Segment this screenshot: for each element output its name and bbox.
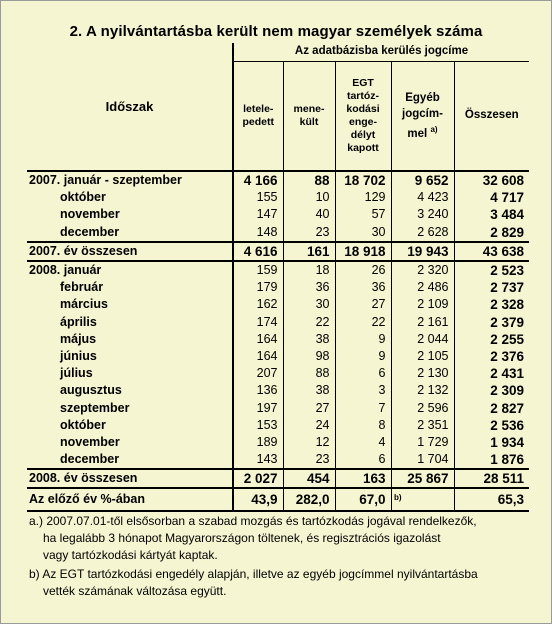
row-label: október (27, 417, 233, 434)
row-cell: 24 (283, 417, 335, 434)
row-cell: 155 (256, 190, 278, 205)
row-cell: 23 (283, 451, 335, 469)
row-cell: 67,0 (335, 488, 391, 511)
row-label: augusztus (27, 382, 233, 399)
row-cell: 197 (256, 400, 278, 415)
table-row (27, 331, 529, 348)
row-cell: 40 (283, 206, 335, 223)
data-table (27, 43, 529, 512)
row-cell: 454 (283, 469, 335, 488)
table-row (27, 261, 529, 279)
row-cell: 18 (283, 261, 335, 279)
col-refugee-header (283, 61, 335, 171)
row-label: december (27, 451, 233, 469)
row-cell: 23 (283, 224, 335, 242)
row-cell: 22 (283, 314, 335, 331)
row-label: február (27, 279, 233, 296)
row-cell: 163 (335, 469, 391, 488)
row-cell: 36 (335, 279, 391, 296)
row-cell: 12 (283, 434, 335, 451)
note-b-line1: b) Az EGT tartózkodási engedély alapján, illetve az egyéb jogcímmel nyilvántartásba (29, 567, 478, 581)
row-cell: 4 166 (243, 173, 278, 189)
table-row (27, 451, 529, 469)
table-row (27, 314, 529, 331)
row-cell: 4 717 (454, 189, 529, 206)
col-eea-line5: délyt (350, 128, 376, 141)
table-row (27, 382, 529, 399)
row-cell: 143 (256, 452, 278, 467)
row-cell: 3 (335, 382, 391, 399)
row-cell: 147 (256, 207, 278, 222)
col-other-header (391, 61, 454, 171)
row-cell: 8 (335, 417, 391, 434)
row-cell: 207 (256, 366, 278, 381)
row-cell: 2 379 (454, 314, 529, 331)
row-cell: 2 628 (391, 224, 454, 242)
row-cell: 57 (335, 206, 391, 223)
col-eea-line3: kodási (346, 102, 380, 115)
row-cell: 1 934 (454, 434, 529, 451)
row-cell: 30 (283, 296, 335, 313)
row-label: december (27, 224, 233, 242)
row-cell: 179 (256, 280, 278, 295)
table-row (27, 279, 529, 296)
table-row (27, 365, 529, 382)
row-cell: 36 (283, 279, 335, 296)
row-cell: 25 867 (391, 469, 454, 488)
row-cell: 18 702 (335, 171, 391, 189)
col-eea-line2: tartóz- (346, 89, 380, 102)
note-a-line2: ha legalább 3 hónapot Magyarországon töltenek, és regisztrációs igazolást (43, 531, 441, 545)
row-cell: 98 (283, 348, 335, 365)
row-label: november (27, 206, 233, 223)
table-row (27, 224, 529, 242)
row-cell: 164 (256, 348, 278, 363)
period-header: Időszak (27, 43, 233, 171)
table-row (27, 488, 529, 511)
row-cell: 2 255 (454, 331, 529, 348)
row-cell: 2 309 (454, 382, 529, 399)
col-refugee-line2: kült (299, 115, 319, 128)
col-settled-line1: letele- (243, 102, 274, 115)
row-cell: 7 (335, 399, 391, 416)
row-label: Az előző év %-ában (27, 488, 233, 511)
row-cell: 129 (335, 189, 391, 206)
table-row (27, 348, 529, 365)
table-row (27, 189, 529, 206)
note-a-line1: a.) 2007.07.01-től elsősorban a szabad mozgás és tartózkodás jogával rendelkezők, (29, 514, 477, 528)
row-cell: 22 (335, 314, 391, 331)
col-settled-header (233, 61, 283, 171)
row-cell: 43 638 (454, 242, 529, 261)
row-cell: 88 (283, 365, 335, 382)
row-cell: 28 511 (454, 469, 529, 488)
row-cell: 148 (256, 224, 278, 239)
row-cell: 26 (335, 261, 391, 279)
row-cell: 2 737 (454, 279, 529, 296)
note-b-mark: b) (393, 493, 402, 503)
col-other-line1: Egyéb (405, 91, 440, 104)
col-other-line2: jogcím- (402, 107, 443, 120)
row-cell: 164 (256, 331, 278, 346)
row-cell: 2 044 (391, 331, 454, 348)
note-b-line2: vették számának változása együtt. (43, 584, 227, 598)
row-cell: 4 616 (233, 242, 283, 261)
row-cell: 32 608 (454, 171, 529, 189)
row-cell: 2 523 (454, 261, 529, 279)
col-eea-line1: EGT (352, 76, 374, 89)
row-label: június (27, 348, 233, 365)
table-row (27, 296, 529, 313)
footnotes (29, 513, 549, 600)
row-cell: 2 536 (454, 417, 529, 434)
row-cell: 2 376 (454, 348, 529, 365)
row-cell: 1 704 (391, 451, 454, 469)
row-cell: 2 431 (454, 365, 529, 382)
row-cell: 9 652 (391, 171, 454, 189)
row-cell: 6 (335, 451, 391, 469)
row-cell: 27 (335, 296, 391, 313)
table-row (27, 399, 529, 416)
row-label: 2007. január - szeptember (27, 171, 233, 189)
row-cell: 2 486 (391, 279, 454, 296)
row-cell: 38 (283, 382, 335, 399)
row-cell: 65,3 (454, 488, 529, 511)
row-cell: 161 (283, 242, 335, 261)
row-cell: 4 (335, 434, 391, 451)
row-cell: 6 (335, 365, 391, 382)
row-label: március (27, 296, 233, 313)
row-cell: 2 328 (454, 296, 529, 313)
row-label: 2008. év összesen (27, 469, 233, 488)
row-cell: 189 (256, 434, 278, 449)
row-cell: 2 320 (391, 261, 454, 279)
row-label: 2008. január (27, 261, 233, 279)
row-cell: 2 351 (391, 417, 454, 434)
table-row (27, 206, 529, 223)
row-label: április (27, 314, 233, 331)
row-label: november (27, 434, 233, 451)
table-title: 2. A nyilvántartásba került nem magyar személyek száma (69, 23, 483, 40)
row-cell: 38 (283, 331, 335, 348)
row-label: október (27, 189, 233, 206)
row-cell: 43,9 (233, 488, 283, 511)
table-row (27, 417, 529, 434)
col-total-header: Összesen (454, 61, 529, 171)
row-cell: 9 (335, 348, 391, 365)
row-cell: 2 109 (391, 296, 454, 313)
row-cell: 2 827 (454, 399, 529, 416)
table-row (27, 469, 529, 488)
row-cell: 136 (256, 383, 278, 398)
col-refugee-line1: mene- (293, 102, 325, 115)
row-label: szeptember (27, 399, 233, 416)
row-cell: 27 (283, 399, 335, 416)
table-row (27, 242, 529, 261)
row-cell: 1 876 (454, 451, 529, 469)
row-cell: 159 (233, 261, 283, 279)
row-cell: 1 729 (391, 434, 454, 451)
row-cell: 18 918 (335, 242, 391, 261)
row-cell: 10 (283, 189, 335, 206)
table-row (27, 171, 529, 189)
row-cell: 162 (256, 297, 278, 312)
row-cell: 153 (256, 417, 278, 432)
row-cell: 2 105 (391, 348, 454, 365)
row-cell: 30 (335, 224, 391, 242)
row-cell: 2 027 (233, 469, 283, 488)
col-eea-header (335, 61, 391, 171)
row-cell: 19 943 (391, 242, 454, 261)
row-cell: 2 829 (454, 224, 529, 242)
row-cell: 2 161 (391, 314, 454, 331)
row-cell: 2 130 (391, 365, 454, 382)
row-cell: 282,0 (283, 488, 335, 511)
group-header: Az adatbázisba kerülés jogcíme (233, 43, 529, 61)
row-cell: 3 484 (454, 206, 529, 223)
col-settled-line2: pedett (242, 115, 274, 128)
col-eea-line4: enge- (348, 115, 377, 128)
row-cell: 4 423 (391, 189, 454, 206)
row-label: 2007. év összesen (27, 242, 233, 261)
row-cell (391, 488, 454, 511)
col-other-line3: mel (407, 127, 428, 140)
table-row (27, 434, 529, 451)
row-cell: 174 (256, 314, 278, 329)
note-a-line3: vagy tartózkodási kártyát kaptak. (43, 548, 218, 562)
col-other-note-mark: a) (430, 124, 438, 134)
row-label: július (27, 365, 233, 382)
row-cell: 9 (335, 331, 391, 348)
row-cell: 88 (283, 171, 335, 189)
row-cell: 2 132 (391, 382, 454, 399)
row-cell: 2 596 (391, 399, 454, 416)
col-eea-line6: kapott (347, 141, 379, 154)
row-label: május (27, 331, 233, 348)
row-cell: 3 240 (391, 206, 454, 223)
